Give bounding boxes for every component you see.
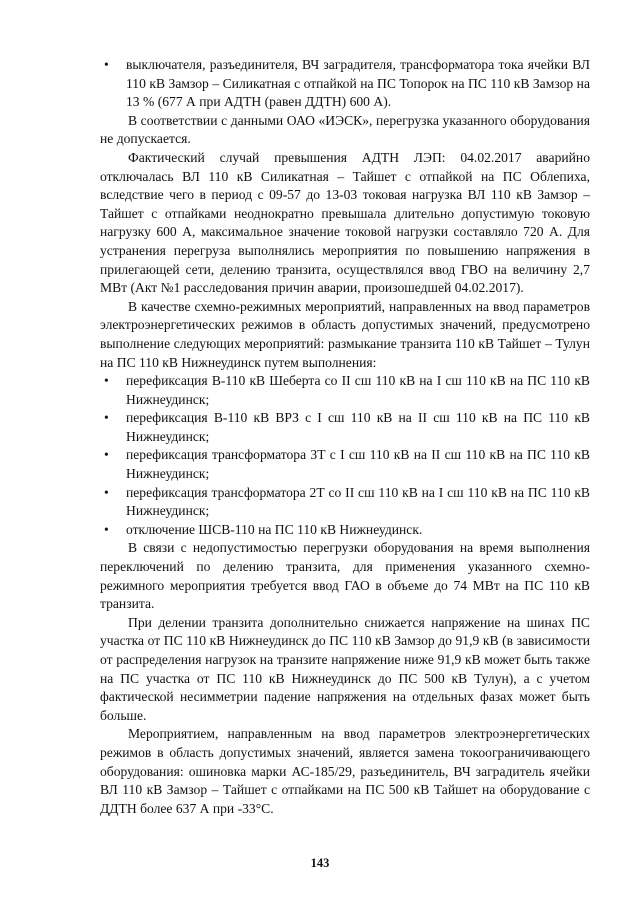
bullet-list-measures: [100, 372, 590, 539]
list-item-text: перефиксация трансформатора 3Т с I сш 110 кВ на II сш 110 кВ на ПС 110 кВ Нижнеудинск;: [126, 447, 590, 482]
list-item-text: выключателя, разъединителя, ВЧ заградителя, трансформатора тока ячейки ВЛ 110 кВ Замзор – Силикатная с отпайкой на ПС Топорок на ПС 110 кВ Замзор на 13 % (677 А при АДТН (равен ДДТН) 600 А).: [126, 57, 590, 110]
paragraph-gao: В связи с недопустимостью перегрузки оборудования на время выполнения переключений по делению транзита, для применения указанного схемно-режимного мероприятия требуется ввод ГАО в объеме до 74 МВт на ПС 110 кВ транзита.: [100, 540, 590, 612]
list-item: [100, 409, 590, 446]
bullet-icon: •: [104, 57, 109, 72]
bullet-icon: •: [104, 484, 109, 500]
page-number: 143: [310, 856, 330, 870]
paragraph-voltage: При делении транзита дополнительно снижается напряжение на шинах ПС участка от ПС 110 кВ Нижнеудинск до ПС 110 кВ Замзор до 91,9 кВ (в зависимости от распределения нагрузок на транзите напряжение ниже 91,9 кВ может быть также на ПС участка от ПС 110 кВ Нижнеудинск до ПС 500 кВ Тулун), а с учетом фактической несимметрии падение напряжения на отдельных фазах может быть больше.: [100, 614, 590, 723]
list-item: [100, 372, 590, 409]
list-item: [100, 56, 590, 112]
list-item: [100, 446, 590, 483]
bullet-icon: •: [104, 521, 109, 537]
paragraph-measures: В качестве схемно-режимных мероприятий, направленных на ввод параметров электроэнергетических режимов в область допустимых значений, предусмотрено выполнение следующих мероприятий: размыкание транзита 110 кВ Тайшет – Тулун на ПС 110 кВ Нижнеудинск путем выполнения:: [100, 298, 590, 370]
paragraph-replacement: Мероприятием, направленным на ввод параметров электроэнергетических режимов в область допустимых значений, является замена токоограничивающего оборудования: ошиновка марки АС-185/29, разъединитель, ВЧ заградитель ячейки ВЛ 110 кВ Замзор – Тайшет с отпайками на ПС 500 кВ Тайшет на оборудование с ДДТН более 637 А при -33°С.: [100, 726, 590, 816]
list-item-text: перефиксация трансформатора 2Т со II сш 110 кВ на I сш 110 кВ на ПС 110 кВ Нижнеудинск;: [126, 484, 590, 519]
list-item-text: отключение ШСВ-110 на ПС 110 кВ Нижнеудинск.: [126, 521, 423, 537]
bullet-icon: •: [104, 373, 109, 389]
bullet-list-top: [100, 56, 590, 112]
bullet-icon: •: [104, 447, 109, 463]
bullet-icon: •: [104, 410, 109, 426]
paragraph-incident: Фактический случай превышения АДТН ЛЭП: 04.02.2017 аварийно отключалась ВЛ 110 кВ Силикатная – Тайшет с отпайкой на ПС Облепиха, вследствие чего в период с 09-57 до 13-03 токовая нагрузка ВЛ 110 кВ Замзор – Тайшет с отпайками неоднократно превышала длительно допустимую токовую нагрузку 600 А, максимальное значение токовой нагрузки составляло 720 А. Для устранения перегруза выполнялись мероприятия по повышению напряжения в прилегающей сети, делению транзита, осуществлялся ввод ГВО на величину 2,7 МВт (Акт №1 расследования причин аварии, произошедшей 04.02.2017).: [100, 149, 590, 296]
list-item-text: перефиксация В-110 кВ Шеберта со II сш 110 кВ на I сш 110 кВ на ПС 110 кВ Нижнеудинск;: [126, 373, 590, 407]
list-item-text: перефиксация В-110 кВ ВРЗ с I сш 110 кВ на II сш 110 кВ на ПС 110 кВ Нижнеудинск;: [126, 410, 590, 444]
list-item: [100, 484, 590, 521]
list-item: [100, 521, 590, 540]
paragraph-iesk: В соответствии с данными ОАО «ИЭСК», перегрузка указанного оборудования не допускается.: [100, 112, 590, 147]
body-text: [100, 56, 590, 818]
